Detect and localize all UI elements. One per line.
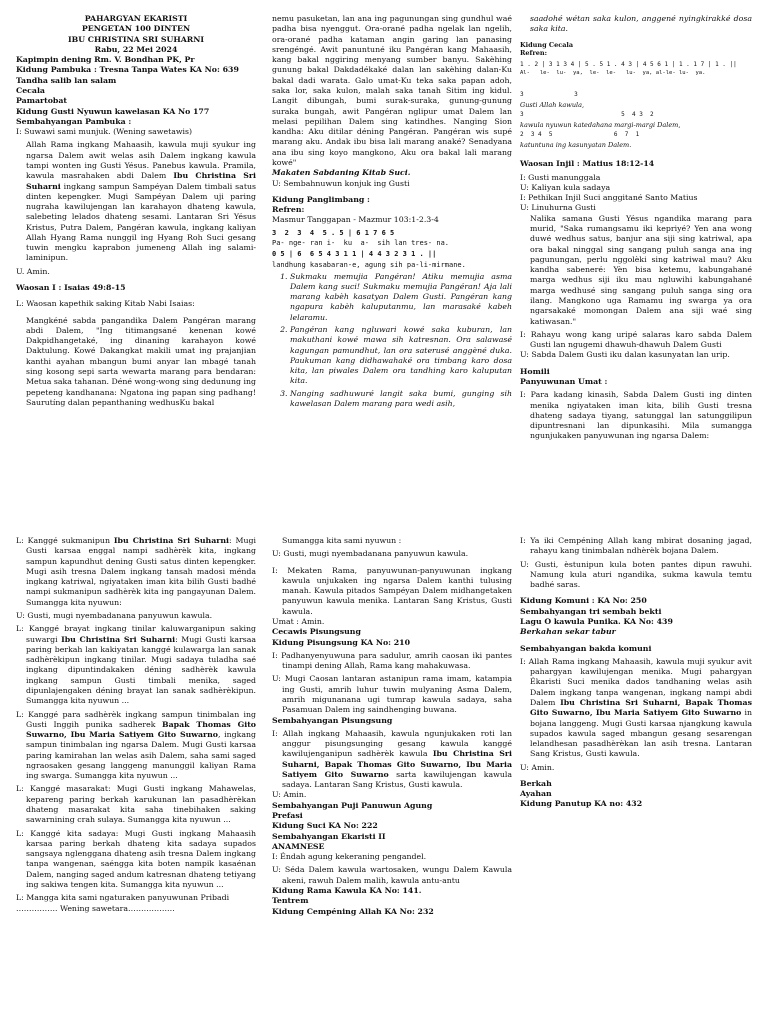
adoration-hymn: Lagu O kawula Punika. KA No: 439 [520,616,673,626]
psalm-notation-1: 3 2 3 4 5 . 5 | 6 1 7 6 5 [272,228,395,237]
intercession-1 [16,536,256,608]
gospel-dialog-2: U: Kaliyan kula sadaya [520,182,611,192]
post-communion-end: in bojana langgeng. Mugi Gusti karsaa njangkung kawula supados kawula saged mbangun gesang sesarengan lelandhesan pasadhèrèkan lan asih tresna. Lantaran Sang Kristus, Gusti kawula. [530,708,752,759]
lord-i-am-not-worthy: U: Gusti, èstunipun kula boten pantes dipun rawuhi. Namung kula aturi ngandika, sukma kawula temtu badhé saras. [520,559,752,590]
offertory-prayer-end: sarta kawilujengan kawula sadaya. Lantaran Sang Kristus, Gusti kawula. [282,769,512,790]
intercession-2 [16,624,256,706]
offertory-prayer-text: I: Allah ingkang Mahaasih, kawula ngunjukaken roti lan anggur pisungsunging gesang kawula kanggé kawilujenganipun sadhèrèk kawula [272,728,512,759]
introduction: Cecala [16,85,45,95]
psalm-verse: 1. Sukmaku memujia Pangéran! Atiku memujia asma Dalem kang suci! Sukmaku memujia Pangéran! Aja lali marang kabèh kasatyan Dalem Gusti. Pangéran kang ngapura kabèh kaluputanmu, lan marasaké kabeh lelaramu. [290,272,512,323]
intercession-3-lead: L: Kanggé para sadhèrèk ingkang sampun tinimbalan ing Gusti Inggih punika sadherek [16,709,256,729]
sign-of-cross: Tandha salib lan salam [16,75,117,85]
verse-notation-2: 3 5 4 3 2 [520,111,654,119]
deceased-name: Ibu Christina Sri Suharni [26,171,256,191]
concluding-intercession: I: Mekaten Rama, panyuwunan-panyuwunan ingkang kawula unjukaken ing ngarsa Dalem kanthi tulusing manah. Kawula pitados Sampéyan Dalem midhangetaken panyuwun kawula menika. Lantaran Sang Kristus, Gusti kawula. [272,565,512,616]
gospel-text: Nalika samana Gusti Yésus ngandika marang para murid, "Saka rumangsamu iki kepriyé? Yen ana wong duwé wedhus satus, banjur ana siji sing katriwal, apa ora bakal ninggal sing sangang puluh sanga ana ing pagunungan, perlu nggolèki sing katriwal mau? Aku kandha sabeneré: Yèn bisa ketemu, kabungahané marga wedhus siji iku mau ngluwihi kabungahané marga wedhusé sing sangang puluh sanga sing ora ilang. Mangkono uga Ramamu ing swarga ya ora ngarsakaké momongan Dalem ana siji waé sing katiwasan." [530,213,752,326]
adoration-prayer: Sembahyangan tri sembah bekti [520,606,662,616]
behold-the-lamb: I: Ya iki Cempéning Allah kang mbirat dosaning jagad, rahayu kang tinimbalan ndhèrèk bojana Dalem. [520,536,752,556]
intercessions-heading: Panyuwunan Umat : [520,376,608,386]
first-reading-heading: Waosan I : Isaias 49:8-15 [16,283,126,293]
intercession-1-lead: L: Kanggé sukmanipun [16,536,110,545]
mystery-of-faith: I: Éndah agung kekeraning pengandel. [272,852,427,862]
verse-lyrics-3: katuntuna ing kasunyatan Dalem. [520,140,632,149]
blessing-heading: Berkah [520,778,552,788]
anamnesis-heading: ANAMNESE [272,841,325,851]
post-communion-heading: Sembahyangan bakda komuni [520,643,652,653]
offertory-response: U: Mugi Caosan lantaran astanipun rama imam, katampia ing Gusti, amrih luhur tuwin mulyaning Asma Dalem, amrih migunanana ugi tumrap kawula sadaya, saha Pasamuan Dalem ing saindhenging buwana. [272,674,512,715]
people-amen: Umat : Amin. [272,616,325,626]
alleluia-heading: Kidung Cecala [520,40,574,49]
gospel-response-1: I: Rahayu wong kang uripé salaras karo sabda Dalem Gusti lan ngugemi dhawuh-dhawuh Dalem Gusti [520,329,752,350]
eucharistic-prayer-ii: Sembahyangan Ekaristi II [272,831,386,841]
psalm-notation-2: 0 5 | 6 6 5 4 3 1 1 | 4 4 3 2 3 1 . || [272,250,437,259]
title-line-2: PENGETAN 100 DINTEN [81,24,191,34]
first-reading-continued: nemu pasuketan, lan ana ing pagunungan sing gundhul waé padha bisa nyenggut. Ora-orané padha ngelak lan ngelih, ora-orané padha kataman angin garing lan panasing srengéngé. Awit panuntuné iku Pangéran kang Mahaasih, kang bakal nggiring menyang sumber banyu. Sakèhing gunung bakal Dakdadékaké dalan lan sakèhing dalan-Ku bakal dadi warata. Galo umat-Ku teka saka papan adoh, saka lor, saka kulon, malah saka tanah Sitim ing kidul. Langit dibungah, bumi surak-suraka, gunung-gunung suraka bungah, awit Pangéran nglipur umat Dalem lan melasi pepilihan Dalem sing katindhes. Nanging Sion kandha: Aku ditilar déning Pangéran. Pangéran wis supé marang aku. Andak ibu bisa lali marang anaké? Senadyana ana ibu sing koyo mangkono, Aku ora bakal lali marang kowé" [272,14,512,167]
top-column-3 [520,0,752,445]
intercession-6: L: Mangga kita sami ngaturaken panyuwunan Pribadi [16,893,230,903]
celebrant: Kapimpin dening Rm. V. Bondhan PK, Pr [16,55,195,65]
word-of-god: Makaten Sabdaning Kitab Suci. [272,168,411,178]
first-reading-intro: L: Waosan kapethik saking Kitab Nabi Isaias: [16,299,195,309]
title-line-1: PAHARGYAN EKARISTI [84,14,188,23]
sanctus-hymn: Kidung Suci KA No: 222 [272,821,378,831]
verse-lyrics-1: Gusti Allah kawula, [520,100,585,109]
post-communion-text: I: Allah Rama ingkang Mahaasih, kawula muji syukur avit pahargyan kawilujengan menika. Mugi pahargyan Ékaristi Suci menika dados tandhaning welas asih Dalem ingkang tanpa wangenan, ingkang nampi abdi Dalem [520,656,752,707]
psalm-lyrics-2: landhung kasabaran-e, agung sih pa-li-mirmane. [272,260,466,269]
amen-response: U. Amin. [16,266,50,276]
bottom-column-2 [272,512,512,920]
alleluia-lyrics: Al- le- lu- ya, le- le- lu- ya, al-le- lu- ya. [520,70,706,77]
silence-note: ……………. Wening sawetara……………… [16,903,175,913]
gospel-dialog-3: I: Pethikan Injil Suci anggitané Santo Matius [520,193,698,203]
closing-hymn: Kidung Panutup KA no: 432 [520,799,643,809]
top-column-1 [16,0,256,411]
refrain-label: Refren: [272,205,305,215]
pray-brethren: I: Padhanyenyuwuna para sadulur, amrih caosan iki pantes tinampi dening Allah, Rama kang mahakuwasa. [272,650,512,671]
psalm-verse: 3. Nanging sadhuwuré langit saka bumi, gunging sih kawelasan Dalem marang para wedi asih, [290,389,512,410]
bottom-column-1 [16,512,256,917]
post-communion-prayer [520,657,752,760]
penitential-act: Pamartobat [16,96,68,106]
gospel-dialog-4: U: Linuhurna Gusti [520,203,596,213]
gospel-response-2: U: Sabda Dalem Gusti iku dalan kasunyatan lan urip. [520,350,730,360]
our-father-hymn: Kidung Rama Kawula KA No: 141. [272,886,422,895]
offertory-prayer-heading: Sembahyangan Pisungsung [272,715,393,725]
flower-blessing: Berkahan sekar tabur [520,627,616,637]
first-reading-text: Mangkéné sabda pangandika Dalem Pangéran marang abdi Dalem, "Ing titimangsané kenenan kowé Dakpidhangetaké, ing dinaning karahayon kowé Daktulung. Kowé Dakangkat makili umat ing prajanjian kanthi ayahan mbangun bumi anyar lan mbagé tanah sing kosong sepi sarta wewarta marang para bendaran: Metua saka tahanan. Déné wong-wong sing dedunung ing pepeteng kandhanana: Ngatona ing papan sing padhang! Saurutíng dalan pepanthaning wedhusKu bakal [26,315,256,407]
intercession-5: L: Kanggé kita sadaya: Mugi Gusti ingkang Mahaasih karsaa paring berkah dhateng kita sadaya supados sangsaya nglenggana dhateng asih tresna Dalem ingkang tanpa wangenan, saéngga kita boten nampik kasaénan Dalem, nanging saged andum katresnan dhateng tetiyang ing sakiwa tengen kita. Sumangga kita nyuwun ... [16,828,256,889]
intercession-4: L: Kanggé masarakat: Mugi Gusti ingkang Mahawelas, kepareng paring berkah karukunan lan pasadhèrèkan dhateng masarakat kita saha tinebihaken saking sawarnining crah sulaya. Sumangga kita nyuwun ... [16,784,256,825]
intercessions-intro: I: Para kadang kinasih, Sabda Dalem Gusti ing dinten menika ngiyataken iman kita, bilih Gusti tresna dhateng sadaya tiyang, satunggal lan satunggilipun dipuntresnani lan dipunkasihi. Mila sumangga ngunjukaken panyuwunan ing ngarsa Dalem: [520,390,752,441]
offertory-prayer [272,729,512,791]
opening-prayer-heading: Sembahyangan Pambuka : [16,116,132,126]
verse-lyrics-2: kawula nyuwun katedahana margi-margi Dalem, [520,120,681,129]
opening-hymn: Kidung Pambuka : Tresna Tanpa Wates KA No: 639 [16,65,239,75]
offertory-prayer-names: Ibu Christina Sri Suharni, Bapak Thomas Gito Suwarno, Ibu Maria Satiyem Gito Suwarno [282,749,513,779]
psalm-lyrics-1: Pa- nge- ran i- ku a- sih lan tres- na. [272,239,450,248]
anamnesis-response: U: Séda Dalem kawula wartosaken, wungu Dalem Kawula akeni, rawuh Dalem malih, kawula antu-antu [272,865,512,885]
bottom-page [0,512,768,1024]
peace-heading: Tentrem [272,896,309,906]
people-response: U: Gusti, mugi nyembadanana panyuwun kawula. [16,610,213,620]
gospel-heading: Waosan Injil : Matius 18:12-14 [520,159,655,169]
psalm-heading: Kidung Panglimbang : [272,194,370,204]
bottom-column-3 [520,512,752,813]
let-us-ask: Sumangga kita sami nyuwun : [282,536,402,545]
title-line-3: IBU CHRISTINA SRI SUHARNI [68,34,204,44]
people-amen: U: Amin. [272,790,307,800]
intercession-1-text: : Mugi Gusti karsaa enggal nampi sadhèrèk kita, ingkang sampun kapundhut dening Gusti satus dinten kepengker. Mugi asih tresna Dalem ingkang tansah madosi ménda ingkang katriwal, ngiyataken iman kita bilih Gusti badhé nampi sukmanipun sadhèrèk kita ing pangayunan Dalem. Sumangga kita nyuwun: [26,536,256,607]
people-response: U: Gusti, mugi nyembadanana panyuwun kawula. [272,549,469,559]
kyrie-hymn: Kidung Gusti Nyuwun kawelasan KA No 177 [16,106,210,116]
psalm-verse-continued: saadohé wétan saka kulon, anggené nyingkirakké dosa saka kita. [530,14,752,34]
intercession-3-names: Bapak Thomas Gito Suwarno, Ibu Maria Satiyem Gito Suwarno [26,719,256,740]
intercession-1-name: Ibu Christina Sri Suharni [113,536,229,545]
opening-prayer-text [16,140,256,263]
intercession-3-text: , ingkang sampun tinimbalan ing ngarsa Dalem. Mugi Gusti karsaa paring kamirahan lan welas asih Dalem, saha sami saged ngraosaken gesang langgeng manunggil kaliyan Rama ing swarga. Sumangga kita nyuwun ... [26,730,256,781]
lamb-of-god-hymn: Kidung Cempéning Allah KA No: 232 [272,906,434,916]
communion-hymn: Kidung Komuni : KA No: 250 [520,596,647,606]
preface-heading: Prefasi [272,811,303,821]
mass-date: Rabu, 22 Mei 2024 [94,44,178,54]
dismissal-heading: Ayahan [520,789,552,799]
alleluia-refrain-label: Refren: [520,49,548,58]
eucharistic-prayer-heading: Sembahyangan Puji Panuwun Agung [272,800,433,810]
offertory-heading: Cecawis Pisungsung [272,627,361,637]
psalm-verse: 2. Pangéran kang ngluwari kowé saka kuburan, lan makuthani kowé mawa sih katresnan. Ora salawasé kagungan pamundhut, lan ora saterusé anggèné duka. Paukuman kang didhawahaké ora timbang karo dosa kita, lan piwales Dalem ora tandhing karo kaluputan kita. [290,325,512,387]
intercession-2-name: Ibu Christina Sri Suharni [61,634,176,644]
offertory-hymn: Kidung Pisungsung KA No: 210 [272,637,411,647]
psalm-reference: Masmur Tanggapan - Mazmur 103:1-2.3-4 [272,215,439,225]
gospel-dialog-1: I: Gusti manunggala [520,172,601,182]
post-communion-names: Ibu Christina Sri Suharni, Bapak Thomas Gito Suwarno, Ibu Maria Satiyem Gito Suwarno [530,697,752,718]
opening-prayer-part-2: ingkang sampun Sampéyan Dalem timbali satus dinten kepengker. Mugi Sampéyan Dalem uji paring nugraha kawilujengan lan karahayon dhateng kawula, salebeting lelados dhateng sesami. Lantaran Sri Yésus Kristus, Putra Dalem, Pangéran kawula, ingkang kaliyan Allah Hyang Rama nunggil ing Hyang Roh Suci gesang tuwin mengku kaprabon jumeneng Allah ing salami-laminipun. [26,181,256,263]
top-column-2 [272,0,512,411]
homily-heading: Homili [520,366,550,376]
alleluia-notation: 1 . 2 | 3 1 3 4 | 5 . 5 1 . 4 3 | 4 5 6 1 | 1 . 1 7 | 1 . || [520,60,737,68]
thanks-be-to-god: U: Sembahnuwun konjuk ing Gusti [272,178,410,188]
psalm-verses [272,272,512,410]
verse-notation-1: 3 3 [520,91,578,99]
intercession-3 [16,710,256,782]
opening-prayer-part-1: Allah Rama ingkang Mahaasih, kawula muji syukur ing ngarsa Dalem awit welas asih Dalem ingkang kawula tampi wonten ing Gusti Yésus. Panebus kawula. Pramila, kawula masrahaken abdi Dalem [26,140,256,181]
let-us-pray: I: Suwawi sami munjuk. (Wening sawetawis) [16,127,193,137]
intercession-2-lead: L: Kanggé brayat ingkang tinilar kaluwarganipun saking suwargi [16,624,256,644]
people-amen: U: Amin. [520,762,555,772]
intercession-2-text: : Mugi Gusti karsaa paring berkah lan kakiyatan kanggé kulawarga lan sanak sadhèrèkipun ingkang tinilar. Mugi sadaya tuladha saé ingkang dipuntindakaken déning sadhèrèk kawula ingkang sampun Gusti timbali menika, saged dipunlajengaken déning brayat lan sanak sadhèrèkipun. Sumangga kita nyuwun ... [26,634,256,706]
verse-notation-3: 2 3 4 5 6 7 1 [520,131,640,139]
